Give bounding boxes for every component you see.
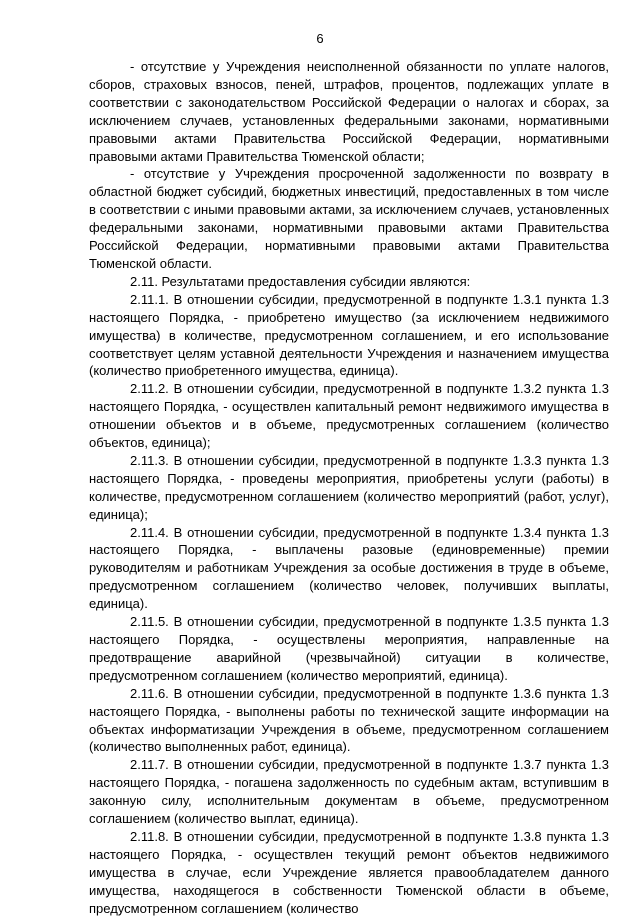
paragraph-no-tax-debt: - отсутствие у Учреждения неисполненной обязанности по уплате налогов, сборов, страховых взносов, пеней, штрафов, процентов, подлежащих уплате в соответствии с законодательством Российской Федерации о налогах и сборах, за исключением случаев, установленных федеральными законами, нормативными правовыми актами Правительства Российской Федерации, нормативными правовыми актами Правительства Тюменской области; (89, 59, 609, 164)
paragraph-2-11-1: 2.11.1. В отношении субсидии, предусмотренной в подпункте 1.3.1 пункта 1.3 настоящего Порядка, - приобретено имущество (за исключением недвижимого имущества) в количестве, предусмотренном соглашением, и его использование соответствует целям уставной деятельности Учреждения и назначением имущества (количество приобретенного имущества, единица). (89, 291, 609, 379)
paragraph-2-11-heading: 2.11. Результатами предоставления субсидии являются: (130, 273, 471, 289)
document-body (89, 58, 609, 918)
paragraph-2-11-7: 2.11.7. В отношении субсидии, предусмотренной в подпункте 1.3.7 пункта 1.3 настоящего Порядка, - погашена задолженность по судебным актам, вступившим в законную силу, исполнительным документам в объеме, предусмотренном соглашением (количество выплат, единица). (89, 757, 609, 827)
paragraph-no-overdue-debt: - отсутствие у Учреждения просроченной задолженности по возврату в областной бюджет субсидий, бюджетных инвестиций, предоставленных в том числе в соответствии с иными правовыми актами, за исключением случаев, установленных федеральными законами, нормативными правовыми актами Правительства Российской Федерации, нормативными правовыми актами Правительства Тюменской области. (89, 166, 609, 271)
paragraph-2-11-4: 2.11.4. В отношении субсидии, предусмотренной в подпункте 1.3.4 пункта 1.3 настоящего Порядка, - выплачены разовые (единовременные) премии руководителям и работникам Учреждения за особые достижения в труде в объеме, предусмотренном соглашением (количество человек, получивших выплаты, единица). (89, 524, 609, 612)
paragraph-2-11-3: 2.11.3. В отношении субсидии, предусмотренной в подпункте 1.3.3 пункта 1.3 настоящего Порядка, - проведены мероприятия, приобретены услуги (работы) в количестве, предусмотренном соглашением (количество мероприятий (работ, услуг), единица); (89, 452, 609, 522)
paragraph-2-11-6: 2.11.6. В отношении субсидии, предусмотренной в подпункте 1.3.6 пункта 1.3 настоящего Порядка, - выполнены работы по технической защите информации на объектах информатизации Учреждения в объеме, предусмотренном соглашением (количество выполненных работ, единица). (89, 685, 609, 755)
paragraph-2-11-2: 2.11.2. В отношении субсидии, предусмотренной в подпункте 1.3.2 пункта 1.3 настоящего Порядка, - осуществлен капитальный ремонт недвижимого имущества в отношении объектов и в объеме, предусмотренных соглашением (количество объектов, единица); (89, 381, 609, 451)
page-number: 6 (316, 31, 324, 46)
paragraph-2-11-8: 2.11.8. В отношении субсидии, предусмотренной в подпункте 1.3.8 пункта 1.3 настоящего Порядка, - осуществлен текущий ремонт объектов недвижимого имущества в случае, если Учреждение является правообладателем данного имущества, находящегося в собственности Тюменской области в объеме, предусмотренном соглашением (количество (89, 828, 609, 916)
paragraph-2-11-5: 2.11.5. В отношении субсидии, предусмотренной в подпункте 1.3.5 пункта 1.3 настоящего Порядка, - осуществлены мероприятия, направленные на предотвращение аварийной (чрезвычайной) ситуации в количестве, предусмотренном соглашением (количество мероприятий, единица). (89, 614, 609, 683)
